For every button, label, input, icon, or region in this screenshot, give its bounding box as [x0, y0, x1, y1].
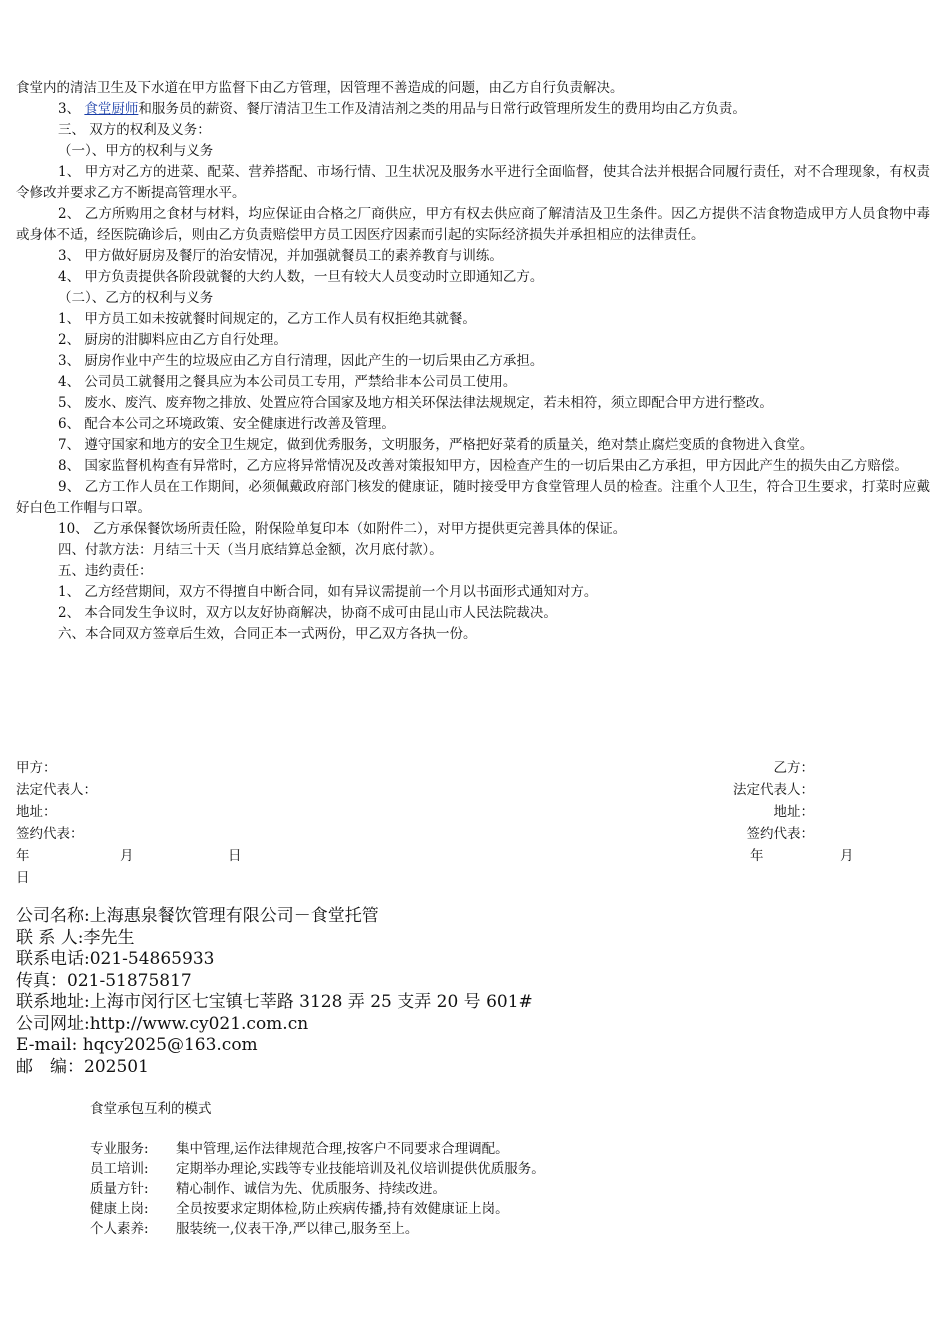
date-month-b: 月	[840, 848, 854, 864]
paragraph: 1、 乙方经营期间，双方不得擅自中断合同，如有异议需提前一个月以书面形式通知对方。	[58, 584, 598, 600]
mode-item-key: 员工培训:	[90, 1161, 149, 1177]
paragraph: 2、 本合同发生争议时，双方以友好协商解决，协商不成可由昆山市人民法院裁决。	[58, 605, 557, 621]
mode-item	[90, 1179, 545, 1199]
contact-phone: 联系电话:021-54865933	[16, 949, 215, 969]
address-b-label: 地址：	[773, 804, 814, 820]
paragraph: 1、 甲方员工如未按就餐时间规定的，乙方工作人员有权拒绝其就餐。	[58, 311, 476, 327]
paragraph: 五、违约责任：	[58, 563, 153, 579]
contact-person: 联 系 人:李先生	[16, 927, 135, 948]
mode-item	[90, 1199, 545, 1219]
item3-prefix: 3、	[58, 101, 85, 117]
mode-item-value: 精心制作、诚信为先、优质服务、持续改进。	[176, 1181, 446, 1197]
party-a-label: 甲方：	[16, 760, 57, 776]
mode-section	[90, 1099, 545, 1239]
contact-email: E-mail: hqcy2025@163.com	[16, 1035, 258, 1055]
paragraph: 四、付款方法：月结三十天（当月底结算总金额，次月底付款）。	[58, 542, 443, 558]
paragraph: 5、 废水、废汽、废弃物之排放、处置应符合国家及地方相关环保法律法规规定，若未相符，须立即配合甲方进行整改。	[58, 395, 773, 411]
paragraph: 6、 配合本公司之环境政策、安全健康进行改善及管理。	[58, 416, 395, 432]
paragraph: 食堂内的清洁卫生及下水道在甲方监督下由乙方管理，因管理不善造成的问题，由乙方自行负责解决。	[16, 80, 624, 96]
chef-link[interactable]: 食堂厨师	[84, 101, 139, 117]
paragraph: 7、 遵守国家和地方的安全卫生规定，做到优秀服务，文明服务，严格把好菜肴的质量关，绝对禁止腐烂变质的食物进入食堂。	[58, 437, 814, 453]
mode-item-value: 定期举办理论,实践等专业技能培训及礼仪培训提供优质服务。	[176, 1161, 545, 1177]
paragraph: 六、本合同双方签章后生效，合同正本一式两份，甲乙双方各执一份。	[58, 626, 477, 642]
mode-item	[90, 1139, 545, 1159]
address-a-label: 地址：	[16, 804, 57, 820]
paragraph: 4、 甲方负责提供各阶段就餐的大约人数，一旦有较大人员变动时立即通知乙方。	[58, 269, 544, 285]
mode-item-key: 健康上岗:	[90, 1201, 149, 1217]
mode-item-value: 服装统一,仪表干净,严以律己,服务至上。	[176, 1221, 419, 1237]
contact-fax: 传真：021-51875817	[16, 970, 192, 991]
paragraph: 1、 甲方对乙方的进菜、配菜、营养搭配、市场行情、卫生状况及服务水平进行全面临督，使其合法并根据合同履行责任，对不合理现象，有权责令修改并要求乙方不断提高管理水平。	[16, 164, 930, 201]
sign-rep-a-label: 签约代表：	[16, 826, 84, 842]
paragraph-item3	[16, 99, 930, 120]
date-year-b: 年	[750, 848, 764, 864]
date-year-a: 年	[16, 848, 30, 864]
paragraph: 2、 乙方所购用之食材与材料，均应保证由合格之厂商供应，甲方有权去供应商了解清洁及卫生条件。因乙方提供不洁食物造成甲方人员食物中毒或身体不适，经医院确诊后，则由乙方负责赔偿甲方员工因医疗因素而引起的实际经济损失并承担相应的法律责任。	[16, 206, 930, 243]
date-day-b: 日	[16, 870, 30, 886]
mode-item-value: 集中管理,运作法律规范合理,按客户不同要求合理调配。	[176, 1141, 509, 1157]
item3-rest: 和服务员的薪资、餐厅清洁卫生工作及清洁剂之类的用品与日常行政管理所发生的费用均由乙方负责。	[138, 101, 746, 117]
signature-block	[16, 757, 930, 889]
mode-item-key: 质量方针:	[90, 1181, 149, 1197]
paragraph: 3、 厨房作业中产生的垃圾应由乙方自行清理，因此产生的一切后果由乙方承担。	[58, 353, 544, 369]
mode-title: 食堂承包互利的模式	[90, 1101, 212, 1117]
postal-code: 邮 编：202501	[16, 1056, 149, 1077]
company-website: 公司网址:http://www.cy021.com.cn	[16, 1013, 309, 1034]
party-b-label: 乙方：	[773, 760, 814, 776]
paragraph: 2、 厨房的泔脚料应由乙方自行处理。	[58, 332, 287, 348]
paragraph: 3、 甲方做好厨房及餐厅的治安情况，并加强就餐员工的素养教育与训练。	[58, 248, 503, 264]
sign-rep-b-label: 签约代表：	[746, 826, 814, 842]
mode-item-key: 专业服务:	[90, 1141, 149, 1157]
mode-item-key: 个人素养:	[90, 1221, 149, 1237]
contact-address: 联系地址:上海市闵行区七宝镇七莘路 3128 弄 25 支弄 20 号 601#	[16, 992, 533, 1012]
paragraph: 4、 公司员工就餐用之餐具应为本公司员工专用，严禁给非本公司员工使用。	[58, 374, 517, 390]
mode-item	[90, 1219, 545, 1239]
paragraph: 10、 乙方承保餐饮场所责任险，附保险单复印本（如附件二），对甲方提供更完善具体的保证。	[58, 521, 627, 537]
paragraph: （一）、甲方的权利与义务	[58, 143, 214, 159]
paragraph: 三、 双方的权利及义务：	[58, 122, 211, 138]
contact-info	[16, 906, 533, 1078]
paragraph: 9、 乙方工作人员在工作期间，必须佩戴政府部门核发的健康证，随时接受甲方食堂管理人员的检查。注重个人卫生，符合卫生要求，打菜时应戴好白色工作帽与口罩。	[16, 479, 930, 516]
contract-body	[16, 78, 930, 645]
mode-item	[90, 1159, 545, 1179]
mode-item-value: 全员按要求定期体检,防止疾病传播,持有效健康证上岗。	[176, 1201, 509, 1217]
date-month-a: 月	[120, 848, 134, 864]
legal-rep-a-label: 法定代表人：	[16, 782, 97, 798]
paragraph: 8、 国家监督机构查有异常时，乙方应将异常情况及改善对策报知甲方，因检查产生的一切后果由乙方承担，甲方因此产生的损失由乙方赔偿。	[58, 458, 908, 474]
legal-rep-b-label: 法定代表人：	[733, 782, 814, 798]
date-day-a: 日	[228, 848, 242, 864]
company-name: 公司名称:上海惠泉餐饮管理有限公司－食堂托管	[16, 906, 379, 926]
paragraph: （二）、乙方的权利与义务	[58, 290, 214, 306]
